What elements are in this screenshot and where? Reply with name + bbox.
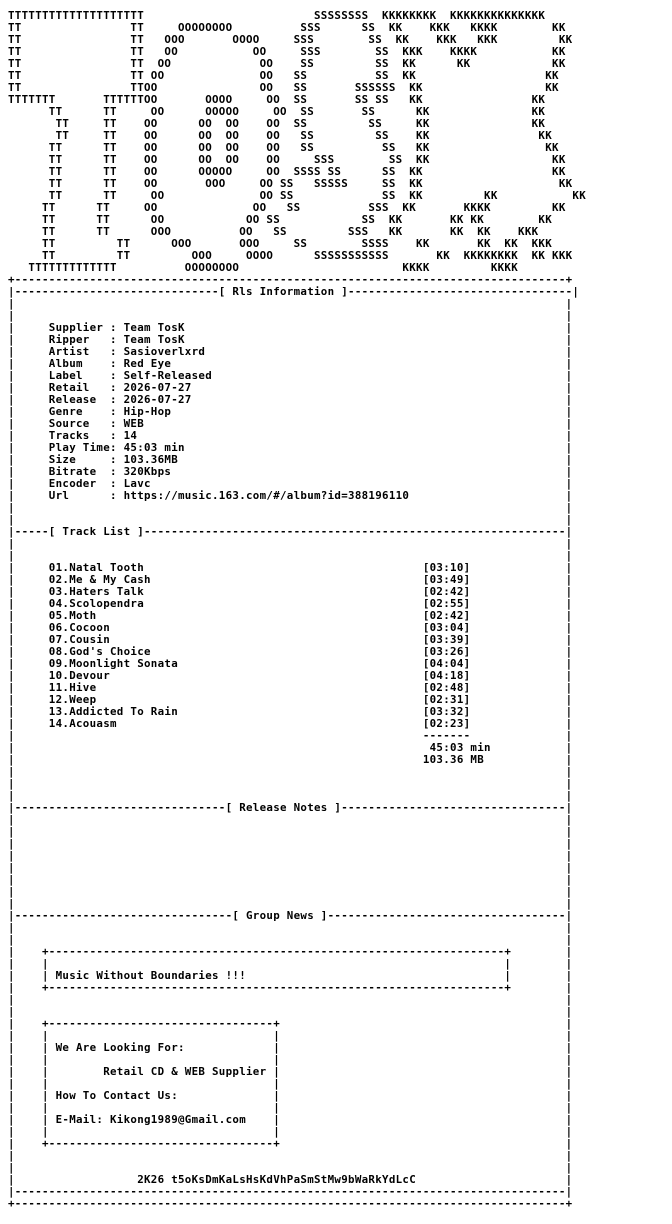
contact-box-blank: | | | |	[8, 1125, 573, 1138]
blank-row: | |	[8, 813, 573, 826]
track-row: | 10.Devour [04:18] |	[8, 669, 573, 682]
track-row: | 04.Scolopendra [02:55] |	[8, 597, 573, 610]
track-row: | 09.Moonlight Sonata [04:04] |	[8, 657, 573, 670]
slogan-box-border: | +-------------------------------------------------------------------+ |	[8, 981, 573, 994]
track-row: | 12.Weep [02:31] |	[8, 693, 573, 706]
rls-field-row: | Size : 103.36MB |	[8, 453, 573, 466]
blank-row: | |	[8, 1161, 573, 1174]
rls-field-row: | Label : Self-Released |	[8, 369, 573, 382]
rls-field-row: | Release : 2026-07-27 |	[8, 393, 573, 406]
blank-row: | |	[8, 825, 573, 838]
logo-line: TT TT OOO OOOO SSS SS KK KKK KKK KK	[8, 33, 573, 46]
contact-box-border: | +---------------------------------+ |	[8, 1017, 573, 1030]
rls-field-row: | Artist : Sasioverlxrd |	[8, 345, 573, 358]
rls-field-row: | Supplier : Team TosK |	[8, 321, 573, 334]
contact-box-text: | | How To Contact Us: | |	[8, 1089, 573, 1102]
contact-box-blank: | | | |	[8, 1077, 573, 1090]
contact-box-blank: | | | |	[8, 1101, 573, 1114]
blank-row: | |	[8, 537, 573, 550]
blank-row: | |	[8, 501, 573, 514]
blank-row: | |	[8, 765, 573, 778]
blank-row: | |	[8, 309, 573, 322]
track-row: | 06.Cocoon [03:04] |	[8, 621, 573, 634]
contact-box-text: | | We Are Looking For: | |	[8, 1041, 573, 1054]
blank-row: | |	[8, 861, 573, 874]
contact-box-text: | | E-Mail: Kikong1989@Gmail.com | |	[8, 1113, 573, 1126]
logo-line: TT TT OO OO SS SS KK KK KK KK	[8, 213, 553, 226]
rls-field-row: | Tracks : 14 |	[8, 429, 573, 442]
rls-field-row: | Album : Red Eye |	[8, 357, 573, 370]
track-row: | 01.Natal Tooth [03:10] |	[8, 561, 573, 574]
logo-line: TT TT OO OO OO OO SS SS KK KK	[8, 129, 553, 142]
track-list-header: |-----[ Track List ]--------------------------------------------------------------|	[8, 525, 573, 538]
contact-box-blank: | | | |	[8, 1053, 573, 1066]
blank-row: | |	[8, 921, 573, 934]
rls-field-row: | Url : https://music.163.com/#/album?id=388196110 |	[8, 489, 573, 502]
track-row: | 08.God's Choice [03:26] |	[8, 645, 573, 658]
frame-bottom-border: +---------------------------------------------------------------------------------+	[8, 1197, 573, 1210]
rls-field-row: | Ripper : Team TosK |	[8, 333, 573, 346]
blank-row: | |	[8, 1005, 573, 1018]
track-row: | 13.Addicted To Rain [03:32] |	[8, 705, 573, 718]
logo-line: TT TT OOOOOOOO SSS SS KK KKK KKKK KK	[8, 21, 566, 34]
blank-row: | |	[8, 885, 573, 898]
blank-row: | |	[8, 849, 573, 862]
logo-line: TTTTTTT TTTTTTOO OOOO OO SS SS SS KK KK	[8, 93, 546, 106]
slogan-box-text: | | Music Without Boundaries !!! | |	[8, 969, 573, 982]
track-row: | 11.Hive [02:48] |	[8, 681, 573, 694]
contact-box-blank: | | | |	[8, 1029, 573, 1042]
rls-field-row: | Source : WEB |	[8, 417, 573, 430]
track-row: | 14.Acouasm [02:23] |	[8, 717, 573, 730]
logo-line: TT TT OO OOOOO OO SS SS KK KK	[8, 105, 546, 118]
rls-field-row: | Retail : 2026-07-27 |	[8, 381, 573, 394]
footer-signature: | 2K26 t5oKsDmKaLsHsKdVhPaSmStMw9bWaRkYdLcC |	[8, 1173, 573, 1186]
track-total-time: | 45:03 min |	[8, 741, 573, 754]
rls-info-header: |------------------------------[ Rls Information ]---------------------------------|	[8, 285, 580, 298]
slogan-box-blank: | | | |	[8, 957, 573, 970]
blank-row: | |	[8, 549, 573, 562]
logo-line: TT TT OO OO SS SSS KK KKKK KK	[8, 201, 566, 214]
logo-line: TT TT OO OOOOO OO SSSS SS SS KK KK	[8, 165, 566, 178]
logo-line: TT TT OO OOO OO SS SSSSS SS KK KK	[8, 177, 573, 190]
release-notes-header: |-------------------------------[ Release Notes ]---------------------------------|	[8, 801, 573, 814]
logo-line: TT TT OOO OOOO SSSSSSSSSSS KK KKKKKKKK KK KKK	[8, 249, 573, 262]
logo-line: TT TT OOO OOO SS SSSS KK KK KK KKK	[8, 237, 553, 250]
blank-row: | |	[8, 873, 573, 886]
track-row: | 02.Me & My Cash [03:49] |	[8, 573, 573, 586]
track-row: | 07.Cousin [03:39] |	[8, 633, 573, 646]
rls-field-row: | Play Time: 45:03 min |	[8, 441, 573, 454]
rls-field-row: | Encoder : Lavc |	[8, 477, 573, 490]
blank-row: | |	[8, 789, 573, 802]
blank-row: | |	[8, 933, 573, 946]
blank-row: | |	[8, 837, 573, 850]
logo-line: TT TT OO OO SS SS KK KK	[8, 69, 559, 82]
rls-field-row: | Genre : Hip-Hop |	[8, 405, 573, 418]
rls-field-row: | Bitrate : 320Kbps |	[8, 465, 573, 478]
blank-row: | |	[8, 993, 573, 1006]
frame-top-border: +---------------------------------------------------------------------------------+	[8, 273, 573, 286]
logo-line: TT TT OO OO SSS SS KKK KKKK KK	[8, 45, 566, 58]
blank-row: | |	[8, 1149, 573, 1162]
contact-box-border: | +---------------------------------+ |	[8, 1137, 573, 1150]
blank-row: | |	[8, 777, 573, 790]
logo-line: TT TT OOO OO SS SSS KK KK KK KKK	[8, 225, 539, 238]
track-total-size: | 103.36 MB |	[8, 753, 573, 766]
nfo-document	[8, 10, 664, 1210]
track-row: | 03.Haters Talk [02:42] |	[8, 585, 573, 598]
logo-line: TTTTTTTTTTTTTTTTTTTT SSSSSSSS KKKKKKKK KKKKKKKKKKKKKK	[8, 9, 546, 22]
track-row: | 05.Moth [02:42] |	[8, 609, 573, 622]
logo-line: TTTTTTTTTTTTT OOOOOOOO KKKK KKKK	[8, 261, 519, 274]
logo-line: TT TT OO OO OO OO SSS SS KK KK	[8, 153, 566, 166]
blank-row: | |	[8, 297, 573, 310]
blank-row: | |	[8, 513, 573, 526]
track-separator: | ------- |	[8, 729, 573, 742]
contact-box-text: | | Retail CD & WEB Supplier | |	[8, 1065, 573, 1078]
logo-line: TT TT OO OO OO OO SS SS KK KK	[8, 117, 546, 130]
blank-row: | |	[8, 897, 573, 910]
footer-rule: |---------------------------------------------------------------------------------|	[8, 1185, 573, 1198]
logo-line: TT TT OO OO SS SS KK KK KK	[8, 189, 587, 202]
slogan-box-border: | +-------------------------------------------------------------------+ |	[8, 945, 573, 958]
logo-line: TT TT OO OO SS SS KK KK KK	[8, 57, 566, 70]
logo-line: TT TT OO OO OO OO SS SS KK KK	[8, 141, 559, 154]
group-news-header: |--------------------------------[ Group News ]-----------------------------------|	[8, 909, 573, 922]
logo-line: TT TTOO OO SS SSSSSS KK KK	[8, 81, 559, 94]
